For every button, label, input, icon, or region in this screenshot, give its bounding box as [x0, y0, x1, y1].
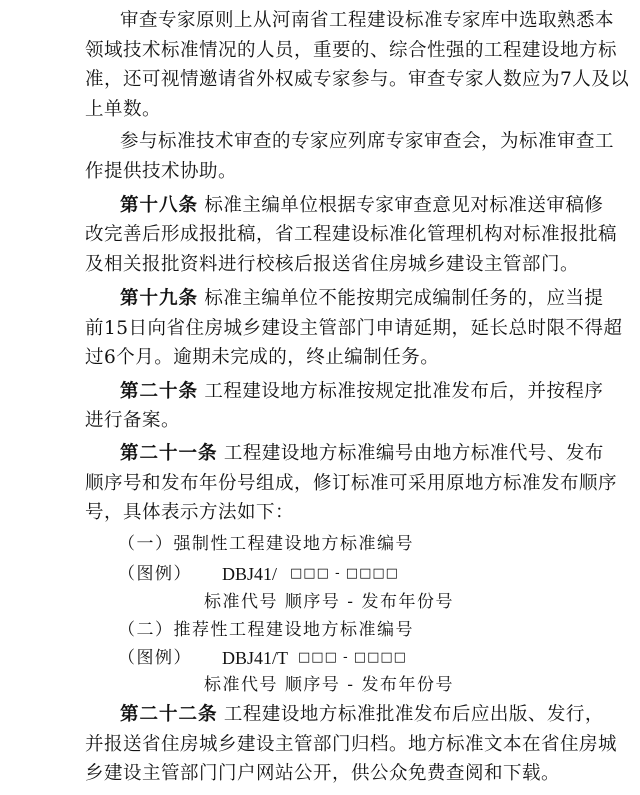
- article-18-label: 第十八条: [120, 194, 199, 216]
- article-19-text: 标准主编单位不能按期完成编制任务的，应当提: [204, 288, 604, 310]
- article-22-line: [120, 703, 604, 726]
- article-22-text: 工程建设地方标准批准发布后应出版、发行，: [223, 703, 604, 725]
- mandatory-legend: 标准代号 顺序号 - 发布年份号: [204, 591, 454, 612]
- article-21-text: 工程建设地方标准编号由地方标准代号、发布: [223, 443, 604, 465]
- recommended-legend: 标准代号 顺序号 - 发布年份号: [204, 675, 454, 696]
- paragraph-line: 及相关报批资料进行校核后报送省住房城乡建设主管部门。: [85, 253, 580, 275]
- article-20-label: 第二十条: [120, 380, 199, 402]
- paragraph-line: 准，还可视情邀请省外权威专家参与。审查专家人数应为7人及以: [85, 69, 630, 91]
- paragraph-line: 审查专家原则上从河南省工程建设标准专家库中选取熟悉本: [120, 10, 615, 31]
- recommended-heading: （二）推荐性工程建设地方标准编号: [118, 619, 414, 640]
- recommended-number-boxes: □□□ - □□□□: [298, 649, 407, 665]
- article-21-line: [120, 443, 604, 465]
- paragraph-line: 参与标准技术审查的专家应列席专家审查会，为标准审查工: [120, 131, 615, 153]
- paragraph-line: 上单数。: [85, 98, 162, 120]
- paragraph-line: 过6个月。逾期未完成的，终止编制任务。: [85, 347, 440, 369]
- article-20-line: [120, 380, 604, 403]
- article-20-text: 工程建设地方标准按规定批准发布后，并按程序: [204, 380, 604, 402]
- paragraph-line: 作提供技术协助。: [85, 160, 238, 182]
- mandatory-code: DBJ41/: [222, 563, 278, 584]
- paragraph-line: 号，具体表示方法如下：: [85, 502, 295, 524]
- paragraph-line: 前15日向省住房城乡建设主管部门申请延期，延长总时限不得超: [85, 317, 623, 339]
- paragraph-line: 进行备案。: [85, 410, 181, 432]
- mandatory-heading: （一）强制性工程建设地方标准编号: [118, 534, 414, 555]
- article-18-line: [120, 194, 604, 217]
- article-19-line: [120, 288, 604, 310]
- mandatory-example-label: （图例）: [118, 563, 192, 584]
- article-18-text: 标准主编单位根据专家审查意见对标准送审稿修: [204, 194, 604, 216]
- paragraph-line: 顺序号和发布年份号组成，修订标准可采用原地方标准发布顺序: [85, 472, 618, 494]
- paragraph-line: 领域技术标准情况的人员，重要的、综合性强的工程建设地方标: [85, 39, 618, 61]
- paragraph-line: 乡建设主管部门门户网站公开，供公众免费查阅和下载。: [85, 763, 561, 784]
- paragraph-line: 并报送省住房城乡建设主管部门归档。地方标准文本在省住房城: [85, 733, 618, 755]
- article-19-label: 第十九条: [120, 288, 199, 310]
- recommended-example-label: （图例）: [118, 647, 192, 668]
- paragraph-line: 改完善后形成报批稿，省工程建设标准化管理机构对标准报批稿: [85, 224, 618, 246]
- mandatory-number-boxes: □□□ - □□□□: [290, 565, 399, 581]
- recommended-code: DBJ41/T: [222, 647, 289, 668]
- article-22-label: 第二十二条: [120, 703, 218, 725]
- article-21-label: 第二十一条: [120, 443, 218, 465]
